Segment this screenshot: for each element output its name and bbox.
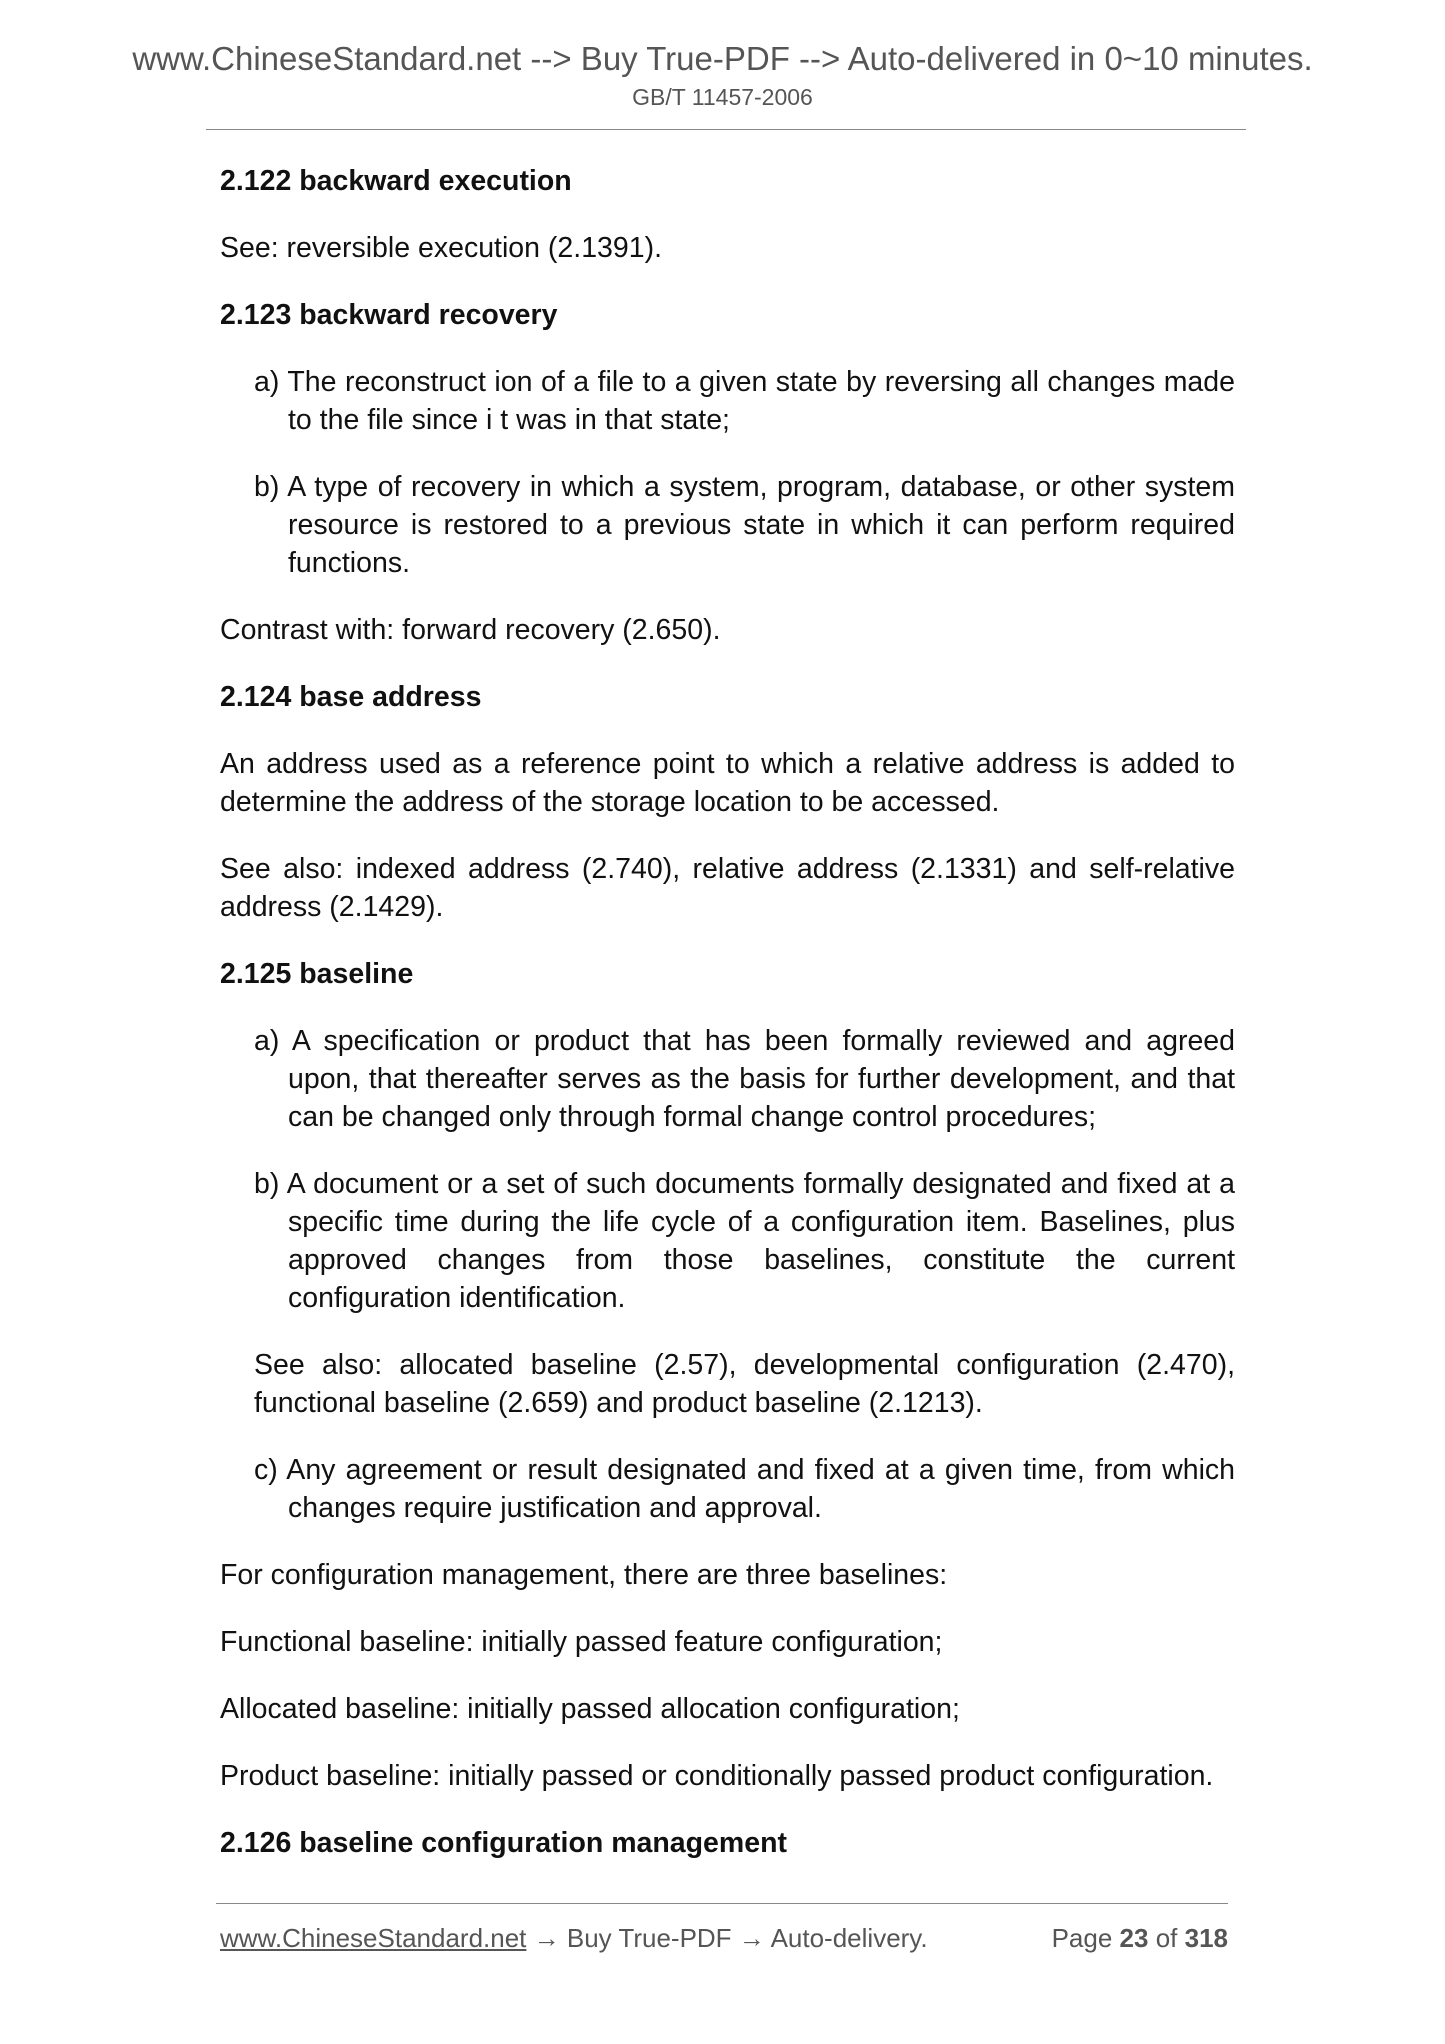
page-indicator [1052, 1923, 1228, 1954]
header-divider [206, 129, 1246, 130]
header-banner: www.ChineseStandard.net --> Buy True-PDF --> Auto-delivered in 0~10 minutes. [132, 40, 1313, 77]
page-footer [220, 1923, 1228, 1954]
definition-item: b) A type of recovery in which a system, program, database, or other system resource is restored to a previous state in which it can perform required functions. [254, 471, 1235, 579]
definition-paragraph: Product baseline: initially passed or conditionally passed product configuration. [220, 1760, 1214, 1792]
definition-paragraph: For configuration management, there are three baselines: [220, 1559, 948, 1591]
definition-paragraph: Allocated baseline: initially passed allocation configuration; [220, 1693, 960, 1725]
definition-item: c) Any agreement or result designated and fixed at a given time, from which changes require justification and approval. [254, 1454, 1235, 1524]
footer-divider [216, 1903, 1228, 1904]
term-heading-2-122: 2.122 backward execution [220, 165, 572, 197]
footer-tagline: → Buy True-PDF → Auto-delivery. [526, 1923, 928, 1953]
term-reference: See: reversible execution (2.1391). [220, 232, 663, 264]
term-heading-2-126: 2.126 baseline configuration management [220, 1827, 787, 1859]
term-reference: See also: indexed address (2.740), relative address (2.1331) and self-relative address (2.1429). [220, 853, 1235, 923]
document-body [220, 162, 1235, 1891]
term-reference: Contrast with: forward recovery (2.650). [220, 614, 721, 646]
standard-number: GB/T 11457-2006 [632, 84, 813, 110]
definition-item: a) A specification or product that has been formally reviewed and agreed upon, that thereafter serves as the basis for further development, and that can be changed only through formal change control procedures; [254, 1025, 1235, 1133]
page-label: Page [1051, 1923, 1113, 1953]
term-reference: See also: allocated baseline (2.57), developmental configuration (2.470), functional baseline (2.659) and product baseline (2.1213). [254, 1349, 1235, 1419]
page-total: 318 [1184, 1923, 1228, 1953]
term-heading-2-124: 2.124 base address [220, 681, 482, 713]
definition-paragraph: An address used as a reference point to which a relative address is added to determine the address of the storage location to be accessed. [220, 748, 1235, 818]
definition-item: a) The reconstruct ion of a file to a given state by reversing all changes made to the file since i t was in that state; [254, 366, 1235, 436]
definition-paragraph: Functional baseline: initially passed feature configuration; [220, 1626, 943, 1658]
of-label: of [1155, 1923, 1178, 1953]
term-heading-2-125: 2.125 baseline [220, 958, 414, 990]
page-number: 23 [1119, 1923, 1149, 1953]
definition-item: b) A document or a set of such documents formally designated and fixed at a specific time during the life cycle of a configuration item. Baselines, plus approved changes from those baselines, constitute the current configuration identification. [254, 1168, 1235, 1314]
footer-link[interactable]: www.ChineseStandard.net [220, 1923, 527, 1953]
term-heading-2-123: 2.123 backward recovery [220, 299, 558, 331]
